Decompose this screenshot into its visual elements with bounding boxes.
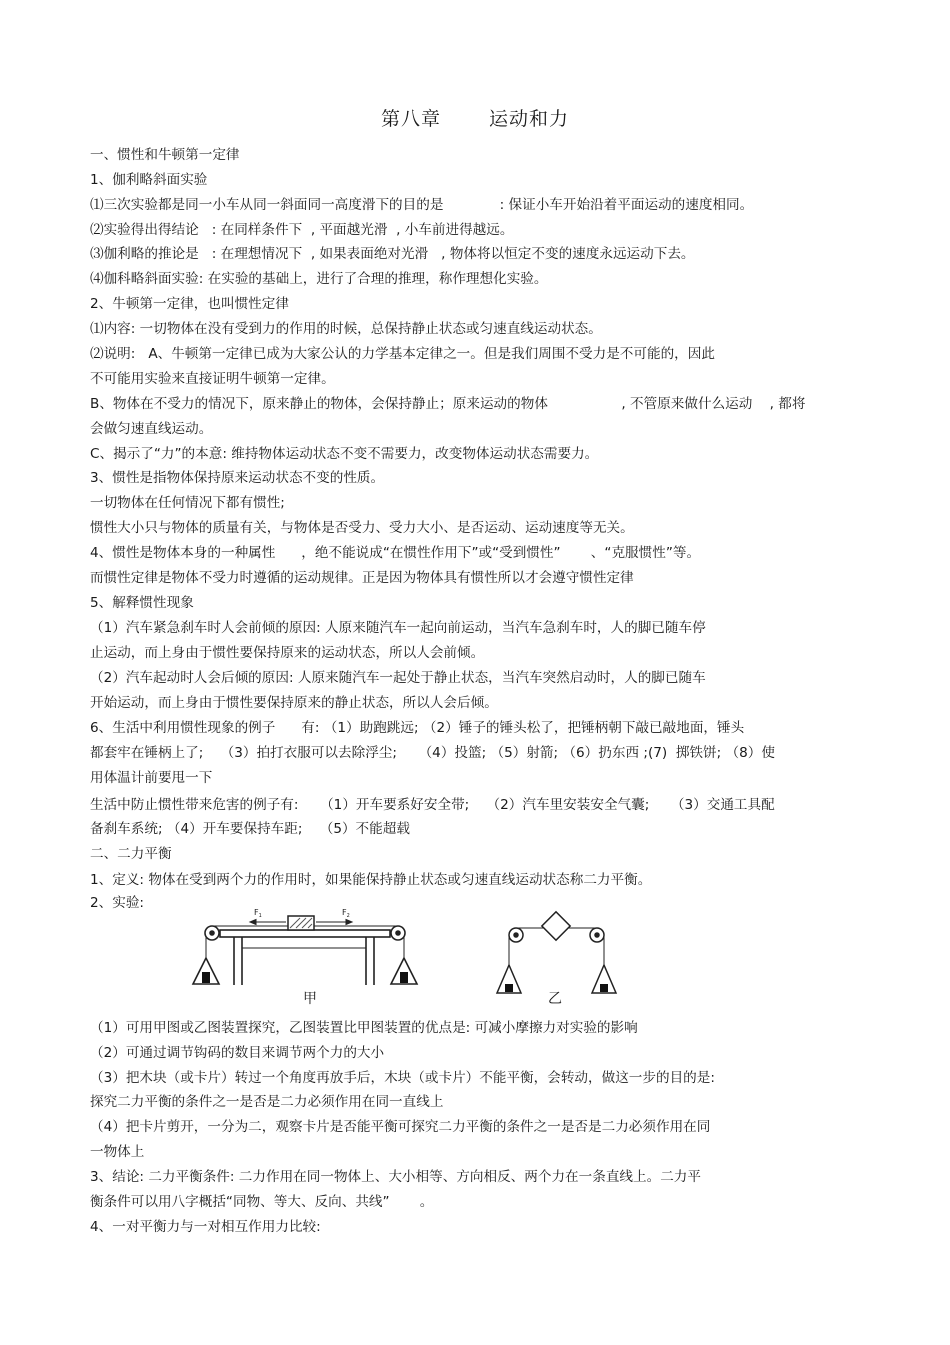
text-line: ⑶伽利略的推论是 : 在理想情况下 , 如果表面绝对光滑 , 物体将以恒定不变的速度永远运动下去。 [90,246,695,262]
text-line: 3、惯性是指物体保持原来运动状态不变的性质。 [90,470,385,486]
text-line: ⑵说明: A、牛顿第一定律已成为大家公认的力学基本定律之一。但是我们周围不受力是不可能的，因此 [90,346,715,362]
text-line: 不可能用实验来直接证明牛顿第一定律。 [90,371,335,387]
text-line: 备刹车系统; （4）开车要保持车距; （5）不能超载 [90,821,410,837]
text-line: 一物体上 [90,1144,145,1160]
weight-right [400,972,408,983]
text-line: 探究二力平衡的条件之一是否是二力必须作用在同一直线上 [90,1094,444,1110]
svg-text:F1: $F_1$ [254,908,262,919]
text-line: 一切物体在任何情况下都有惯性; [90,495,285,511]
text-line: 一、惯性和牛顿第一定律 [90,147,240,163]
figure-jia-caption: 甲 [303,991,317,1007]
svg-text:F2: $F_2$ [342,908,350,919]
text-line: （2）汽车起动时人会后倾的原因: 人原来随汽车一起处于静止状态，当汽车突然启动时，人的脚已随车 [90,670,706,686]
card [542,912,570,940]
page-title [0,104,950,131]
text-line: （2）可通过调节钩码的数目来调节两个力的大小 [90,1045,385,1061]
text-line: 而惯性定律是物体不受力时遵循的运动规律。正是因为物体具有惯性所以才会遵守惯性定律 [90,570,634,586]
text-line: ⑴三次实验都是同一小车从同一斜面同一高度滑下的目的是 : 保证小车开始沿着平面运动的速度相同。 [90,197,754,213]
text-line: 2、牛顿第一定律，也叫惯性定律 [90,296,289,312]
text-line: （1）汽车紧急刹车时人会前倾的原因: 人原来随汽车一起向前运动，当汽车急刹车时，人的脚已随车停 [90,620,706,636]
text-line: B、物体在不受力的情况下，原来静止的物体，会保持静止；原来运动的物体 , 不管原来做什么运动 , 都将 [90,396,806,412]
title-chapter: 第八章 [380,108,441,130]
text-line: C、揭示了“力”的本意: 维持物体运动状态不变不需要力，改变物体运动状态需要力。 [90,446,599,462]
text-line: 5、解释惯性现象 [90,595,194,611]
text-line: 会做匀速直线运动。 [90,421,213,437]
force-arrow-f2 [346,920,352,925]
text-line: 生活中防止惯性带来危害的例子有: （1）开车要系好安全带; （2）汽车里安装安全气囊; （3）交通工具配 [90,797,775,813]
figure-yi-caption: 乙 [548,991,562,1007]
label-f2: F [342,908,347,917]
weight-right-yi [600,984,608,992]
text-line: 6、生活中利用惯性现象的例子 有: （1）助跑跳远; （2）锤子的锤头松了，把锤柄朝下敲已敲地面，锤头 [90,720,745,736]
weight-left [202,972,210,983]
text-line: 4、一对平衡力与一对相互作用力比较: [90,1219,321,1235]
text-line: 止运动，而上身由于惯性要保持原来的运动状态，所以人会前倾。 [90,645,485,661]
text-line: 都套牢在锤柄上了; （3）拍打衣服可以去除浮尘; （4）投篮; （5）射箭; （6）扔东西 ;(7) 掷铁饼; （8）使 [90,745,775,761]
text-line: ⑴内容: 一切物体在没有受到力的作用的时候，总保持静止状态或匀速直线运动状态。 [90,321,602,337]
figure-yi-diagram [494,905,624,1000]
text-line: （1）可用甲图或乙图装置探究，乙图装置比甲图装置的优点是: 可减小摩擦力对实验的影响 [90,1020,638,1036]
text-line: 惯性大小只与物体的质量有关，与物体是否受力、受力大小、是否运动、运动速度等无关。 [90,520,634,536]
text-line: 1、伽利略斜面实验 [90,172,208,188]
text-line: （4）把卡片剪开，一分为二，观察卡片是否能平衡可探究二力平衡的条件之一是否是二力必须作用在同 [90,1119,711,1135]
text-line: 用体温计前要甩一下 [90,770,213,786]
text-line: 衡条件可以用八字概括“同物、等大、反向、共线” 。 [90,1194,434,1210]
text-line: （3）把木块（或卡片）转过一个角度再放手后，木块（或卡片）不能平衡，会转动，做这一步的目的是: [90,1070,715,1086]
weight-left-yi [505,984,513,992]
text-line: 二、二力平衡 [90,846,172,862]
text-line: ⑵实验得出得结论 : 在同样条件下 , 平面越光滑 , 小车前进得越远。 [90,222,514,238]
text-line: 4、惯性是物体本身的一种属性 ，绝不能说成“在惯性作用下”或“受到惯性” 、“克服惯性”等。 [90,545,701,561]
text-line: 3、结论: 二力平衡条件: 二力作用在同一物体上、大小相等、方向相反、两个力在一条直线上。二力平 [90,1169,701,1185]
text-line: 1、定义: 物体在受到两个力的作用时，如果能保持静止状态或匀速直线运动状态称二力平衡。 [90,872,652,888]
text-line: 开始运动，而上身由于惯性要保持原来的静止状态，所以人会后倾。 [90,695,498,711]
label-f1: F [254,908,259,917]
text-line: 2、实验: [90,895,145,911]
text-line: ⑷伽科略斜面实验: 在实验的基础上，进行了合理的推理，称作理想化实验。 [90,271,548,287]
table-top [220,930,390,937]
force-arrow-f1 [250,920,256,925]
title-topic: 运动和力 [489,108,570,130]
figure-jia-diagram [190,900,425,992]
